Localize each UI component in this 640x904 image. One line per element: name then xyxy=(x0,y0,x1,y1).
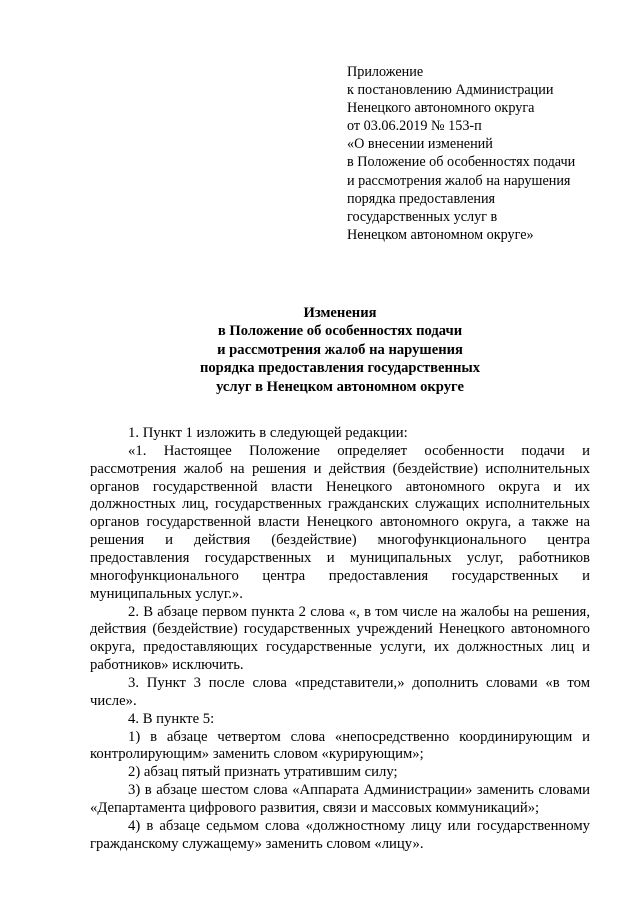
title-line: услуг в Ненецком автономном округе xyxy=(216,378,464,395)
title-line: в Положение об особенностях подачи xyxy=(217,323,463,340)
title-line: Изменения xyxy=(303,305,377,321)
document-title xyxy=(90,304,590,396)
paragraph: 3) в абзаце шестом слова «Аппарата Администрации» заменить словами «Департамента цифрового развития, связи и массовых коммуникаций»; xyxy=(90,782,590,817)
appendix-line: к постановлению Администрации xyxy=(347,82,554,99)
paragraph: 1) в абзаце четвертом слова «непосредственно координирующим и контролирующим» заменить словом «курирующим»; xyxy=(90,728,590,763)
appendix-line: и рассмотрения жалоб на нарушения xyxy=(347,172,571,189)
appendix-line: в Положение об особенностях подачи xyxy=(347,154,576,171)
paragraph: 3. Пункт 3 после слова «представители,» дополнить словами «в том числе». xyxy=(90,675,590,709)
title-line: порядка предоставления государственных xyxy=(199,360,481,377)
document-body xyxy=(90,425,590,854)
paragraph: 1. Пункт 1 изложить в следующей редакции: xyxy=(128,425,408,441)
appendix-line: Приложение xyxy=(347,64,424,80)
appendix-line: Ненецком автономном округе» xyxy=(347,226,534,243)
paragraph: «1. Настоящее Положение определяет особенности подачи и рассмотрения жалоб на решения и действия (бездействие) исполнительных органов государственной власти Ненецкого автономного округа и их должностных лиц, государственных гражданских служащих исполнительных органов государственной власти Ненецкого автономного округа, а также на решения и действия (бездействие) многофункционального центра предоставления государственных и муниципальных услуг, работников многофункционального центра предоставления государственных и муниципальных услуг.». xyxy=(90,442,590,602)
paragraph: 2) абзац пятый признать утратившим силу; xyxy=(128,764,398,781)
title-line: и рассмотрения жалоб на нарушения xyxy=(217,341,463,358)
appendix-header xyxy=(347,63,632,244)
appendix-line: от 03.06.2019 № 153-п xyxy=(347,118,482,135)
appendix-line: «О внесении изменений xyxy=(347,136,493,153)
appendix-line: порядка предоставления xyxy=(347,190,496,207)
paragraph: 4) в абзаце седьмом слова «должностному лицу или государственному гражданскому служащему» заменить словом «лицу». xyxy=(90,817,590,852)
appendix-line: Ненецкого автономного округа xyxy=(347,100,535,117)
paragraph: 4. В пункте 5: xyxy=(128,710,215,727)
paragraph: 2. В абзаце первом пункта 2 слова «, в том числе на жалобы на решения, действия (бездействие) государственных учреждений Ненецкого автономного округа, предоставляющих государственные услуги, их должностных лиц и работников» исключить. xyxy=(90,603,590,674)
appendix-line: государственных услуг в xyxy=(347,208,498,225)
